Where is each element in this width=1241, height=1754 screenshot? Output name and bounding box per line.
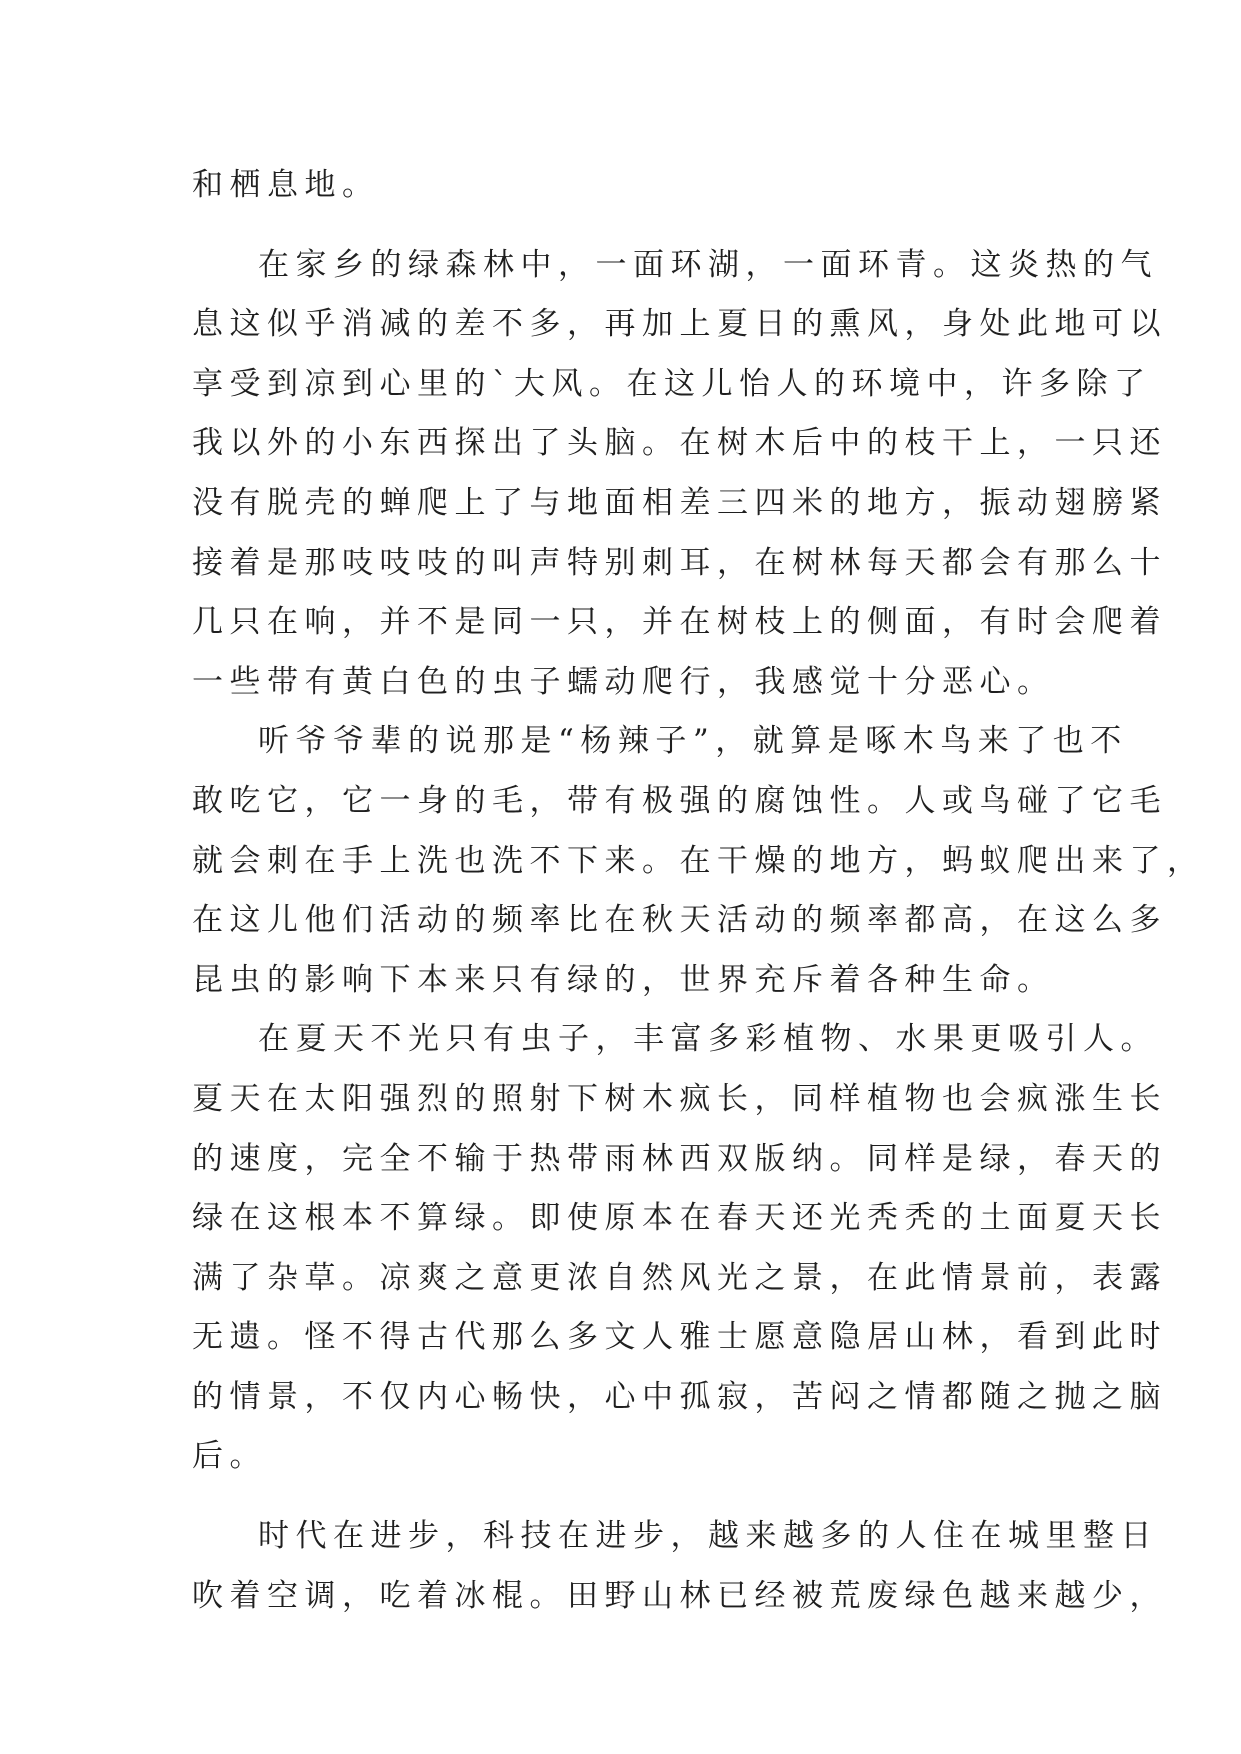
- text-line: 就会刺在手上洗也洗不下来。在干燥的地方，蚂蚁爬出来了，: [192, 842, 1205, 879]
- body-text: [192, 156, 1205, 1626]
- text-line: 在家乡的绿森林中，一面环湖，一面环青。这炎热的气: [258, 246, 1158, 283]
- text-line: 后。: [192, 1438, 267, 1475]
- text-line: 几只在响，并不是同一只，并在树枝上的侧面，有时会爬着: [192, 604, 1167, 641]
- text-line: 和栖息地。: [192, 167, 380, 203]
- text-line: 听爷爷辈的说那是“杨辣子”，就算是啄木鸟来了也不: [258, 723, 1128, 760]
- text-line: 满了杂草。凉爽之意更浓自然风光之景，在此情景前，表露: [192, 1259, 1167, 1296]
- text-line: 吹着空调，吃着冰棍。田野山林已经被荒废绿色越来越少，: [192, 1577, 1167, 1614]
- text-line: 在夏天不光只有虫子，丰富多彩植物、水果更吸引人。: [258, 1021, 1158, 1058]
- text-line: 享受到凉到心里的`大风。在这儿怡人的环境中，许多除了: [192, 365, 1152, 402]
- text-line: 一些带有黄白色的虫子蠕动爬行，我感觉十分恶心。: [192, 663, 1055, 700]
- text-line: 的速度，完全不输于热带雨林西双版纳。同样是绿，春天的: [192, 1140, 1167, 1177]
- text-line: 我以外的小东西探出了头脑。在树木后中的枝干上，一只还: [192, 425, 1167, 462]
- text-line: 昆虫的影响下本来只有绿的，世界充斥着各种生命。: [192, 961, 1055, 998]
- text-line: 没有脱壳的蝉爬上了与地面相差三四米的地方，振动翅膀紧: [192, 484, 1167, 521]
- text-line: 夏天在太阳强烈的照射下树木疯长，同样植物也会疯涨生长: [192, 1080, 1167, 1117]
- text-line: 息这似乎消减的差不多，再加上夏日的熏风，身处此地可以: [192, 306, 1167, 343]
- text-line: 时代在进步，科技在进步，越来越多的人住在城里整日: [258, 1518, 1158, 1555]
- text-line: 的情景，不仅内心畅快，心中孤寂，苦闷之情都随之抛之脑: [192, 1378, 1167, 1415]
- text-line: 绿在这根本不算绿。即使原本在春天还光秃秃的土面夏天长: [192, 1200, 1167, 1237]
- text-line: 敢吃它，它一身的毛，带有极强的腐蚀性。人或鸟碰了它毛: [192, 782, 1167, 819]
- text-line: 在这儿他们活动的频率比在秋天活动的频率都高，在这么多: [192, 902, 1167, 939]
- text-line: 接着是那吱吱吱的叫声特别刺耳，在树林每天都会有那么十: [192, 544, 1167, 581]
- text-line: 无遗。怪不得古代那么多文人雅士愿意隐居山林，看到此时: [192, 1319, 1167, 1356]
